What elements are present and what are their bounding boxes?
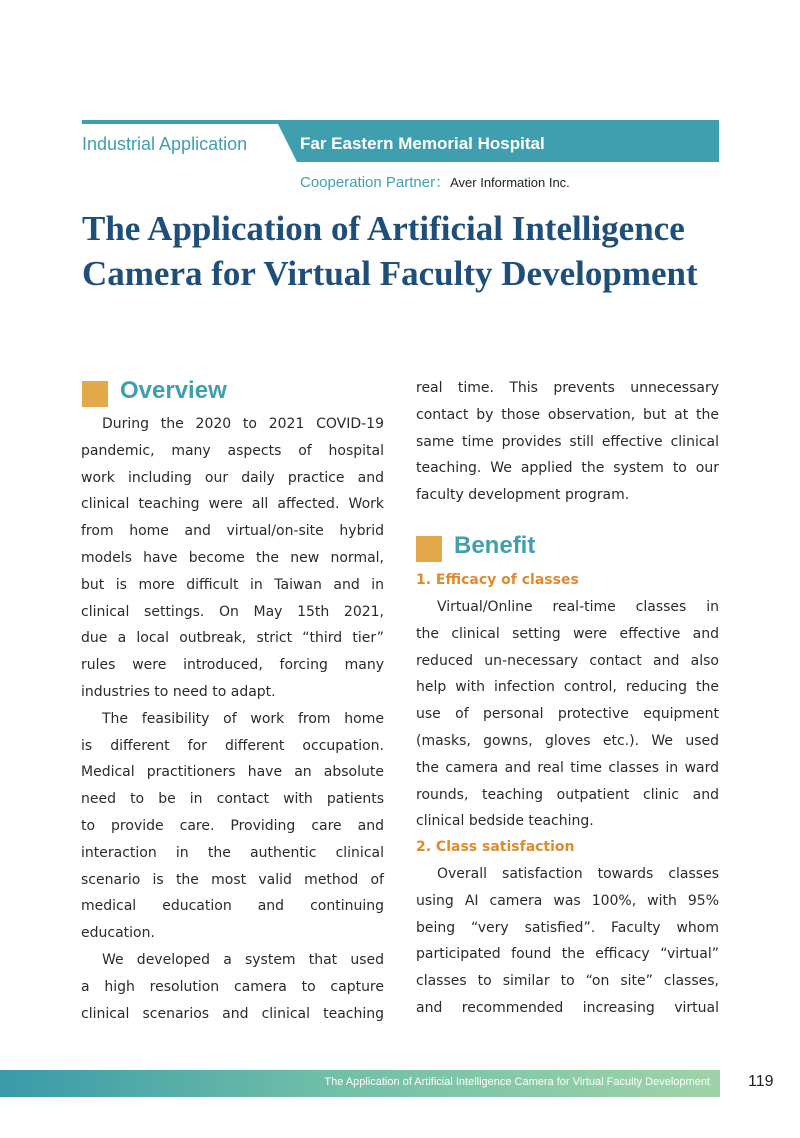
text-line: education. bbox=[81, 925, 155, 942]
text-line: using AI camera was 100%, with 95% bbox=[416, 892, 719, 909]
text-line: rules were introduced, forcing many bbox=[81, 657, 384, 674]
efficacy-paragraph bbox=[416, 594, 719, 835]
text-line: the clinical setting were effective and bbox=[416, 625, 719, 642]
left-column bbox=[81, 411, 384, 1027]
text-line: models have become the new normal, bbox=[81, 549, 384, 566]
text-line: is different for different occupation. bbox=[81, 737, 384, 754]
text-line: real time. This prevents unnecessary bbox=[416, 380, 719, 396]
footer-bar bbox=[0, 1070, 720, 1097]
text-line: and recommended increasing virtual bbox=[416, 999, 719, 1016]
text-line: being “very satisfied”. Faculty whom bbox=[416, 919, 719, 936]
text-line: Virtual/Online real-time classes in bbox=[437, 599, 719, 615]
text-line: work including our daily practice and bbox=[81, 469, 384, 486]
text-line: Overall satisfaction towards classes bbox=[437, 866, 719, 882]
text-line: to provide care. Providing care and bbox=[81, 817, 384, 834]
overview-title: Overview bbox=[120, 377, 227, 404]
page-number: 119 bbox=[748, 1073, 774, 1090]
text-line: clinical settings. On May 15th 2021, bbox=[81, 603, 384, 620]
text-line: clinical scenarios and clinical teaching bbox=[81, 1005, 384, 1022]
text-line: (masks, gowns, gloves etc.). We used bbox=[416, 732, 719, 749]
text-line: We developed a system that used bbox=[102, 951, 384, 968]
text-line: Medical practitioners have an absolute bbox=[81, 764, 384, 781]
text-line: clinical teaching were all affected. Work bbox=[81, 496, 384, 513]
text-line: teaching. We applied the system to our bbox=[416, 460, 719, 477]
text-line: The feasibility of work from home bbox=[102, 710, 384, 727]
partner-label: Cooperation Partner： bbox=[300, 174, 451, 191]
text-line: same time provides still effective clinical bbox=[416, 433, 719, 450]
text-line: the camera and real time classes in ward bbox=[416, 759, 719, 776]
section-marker-icon bbox=[82, 381, 108, 407]
text-line: During the 2020 to 2021 COVID-19 bbox=[102, 416, 384, 432]
text-line: due a local outbreak, strict “third tier” bbox=[81, 630, 384, 647]
text-line: interaction in the authentic clinical bbox=[81, 844, 384, 861]
category-label: Industrial Application bbox=[82, 134, 248, 154]
cooperation-partner bbox=[300, 171, 570, 192]
text-line: but is more difficult in Taiwan and in bbox=[81, 576, 384, 593]
text-line: participated found the efficacy “virtual” bbox=[416, 946, 719, 963]
text-line: rounds, teaching outpatient clinic and bbox=[416, 786, 719, 803]
text-line: faculty development program. bbox=[416, 487, 630, 504]
section-marker-icon bbox=[416, 536, 442, 562]
text-line: contact by those observation, but at the bbox=[416, 406, 719, 423]
text-line: industries to need to adapt. bbox=[81, 683, 276, 700]
subheading-efficacy: 1. Efficacy of classes bbox=[416, 572, 579, 588]
text-line: reduced un-necessary contact and also bbox=[416, 652, 719, 669]
text-line: from home and virtual/on-site hybrid bbox=[81, 523, 384, 540]
partner-name: Aver Information Inc. bbox=[450, 175, 570, 190]
benefit-title: Benefit bbox=[454, 532, 536, 559]
header-band bbox=[82, 120, 719, 162]
right-column-intro bbox=[416, 375, 719, 509]
text-line: use of personal protective equipment bbox=[416, 706, 719, 723]
text-line: need to be in contact with patients bbox=[81, 791, 384, 808]
subheading-satisfaction: 2. Class satisfaction bbox=[416, 839, 575, 855]
overview-heading bbox=[82, 377, 282, 410]
text-line: pandemic, many aspects of hospital bbox=[81, 442, 384, 459]
hospital-name: Far Eastern Memorial Hospital bbox=[300, 134, 545, 153]
running-title: The Application of Artificial Intelligence Camera for Virtual Faculty Development bbox=[324, 1076, 710, 1088]
benefit-heading bbox=[416, 532, 616, 565]
text-line: classes to similar to “on site” classes, bbox=[416, 973, 719, 990]
text-line: clinical bedside teaching. bbox=[416, 813, 594, 830]
text-line: help with infection control, reducing the bbox=[416, 679, 719, 696]
text-line: medical education and continuing bbox=[81, 898, 384, 915]
text-line: a high resolution camera to capture bbox=[81, 978, 384, 995]
satisfaction-paragraph bbox=[416, 861, 719, 1022]
text-line: scenario is the most valid method of bbox=[81, 871, 384, 888]
article-title: The Application of Artificial Intelligence Camera for Virtual Faculty Development bbox=[82, 209, 698, 293]
